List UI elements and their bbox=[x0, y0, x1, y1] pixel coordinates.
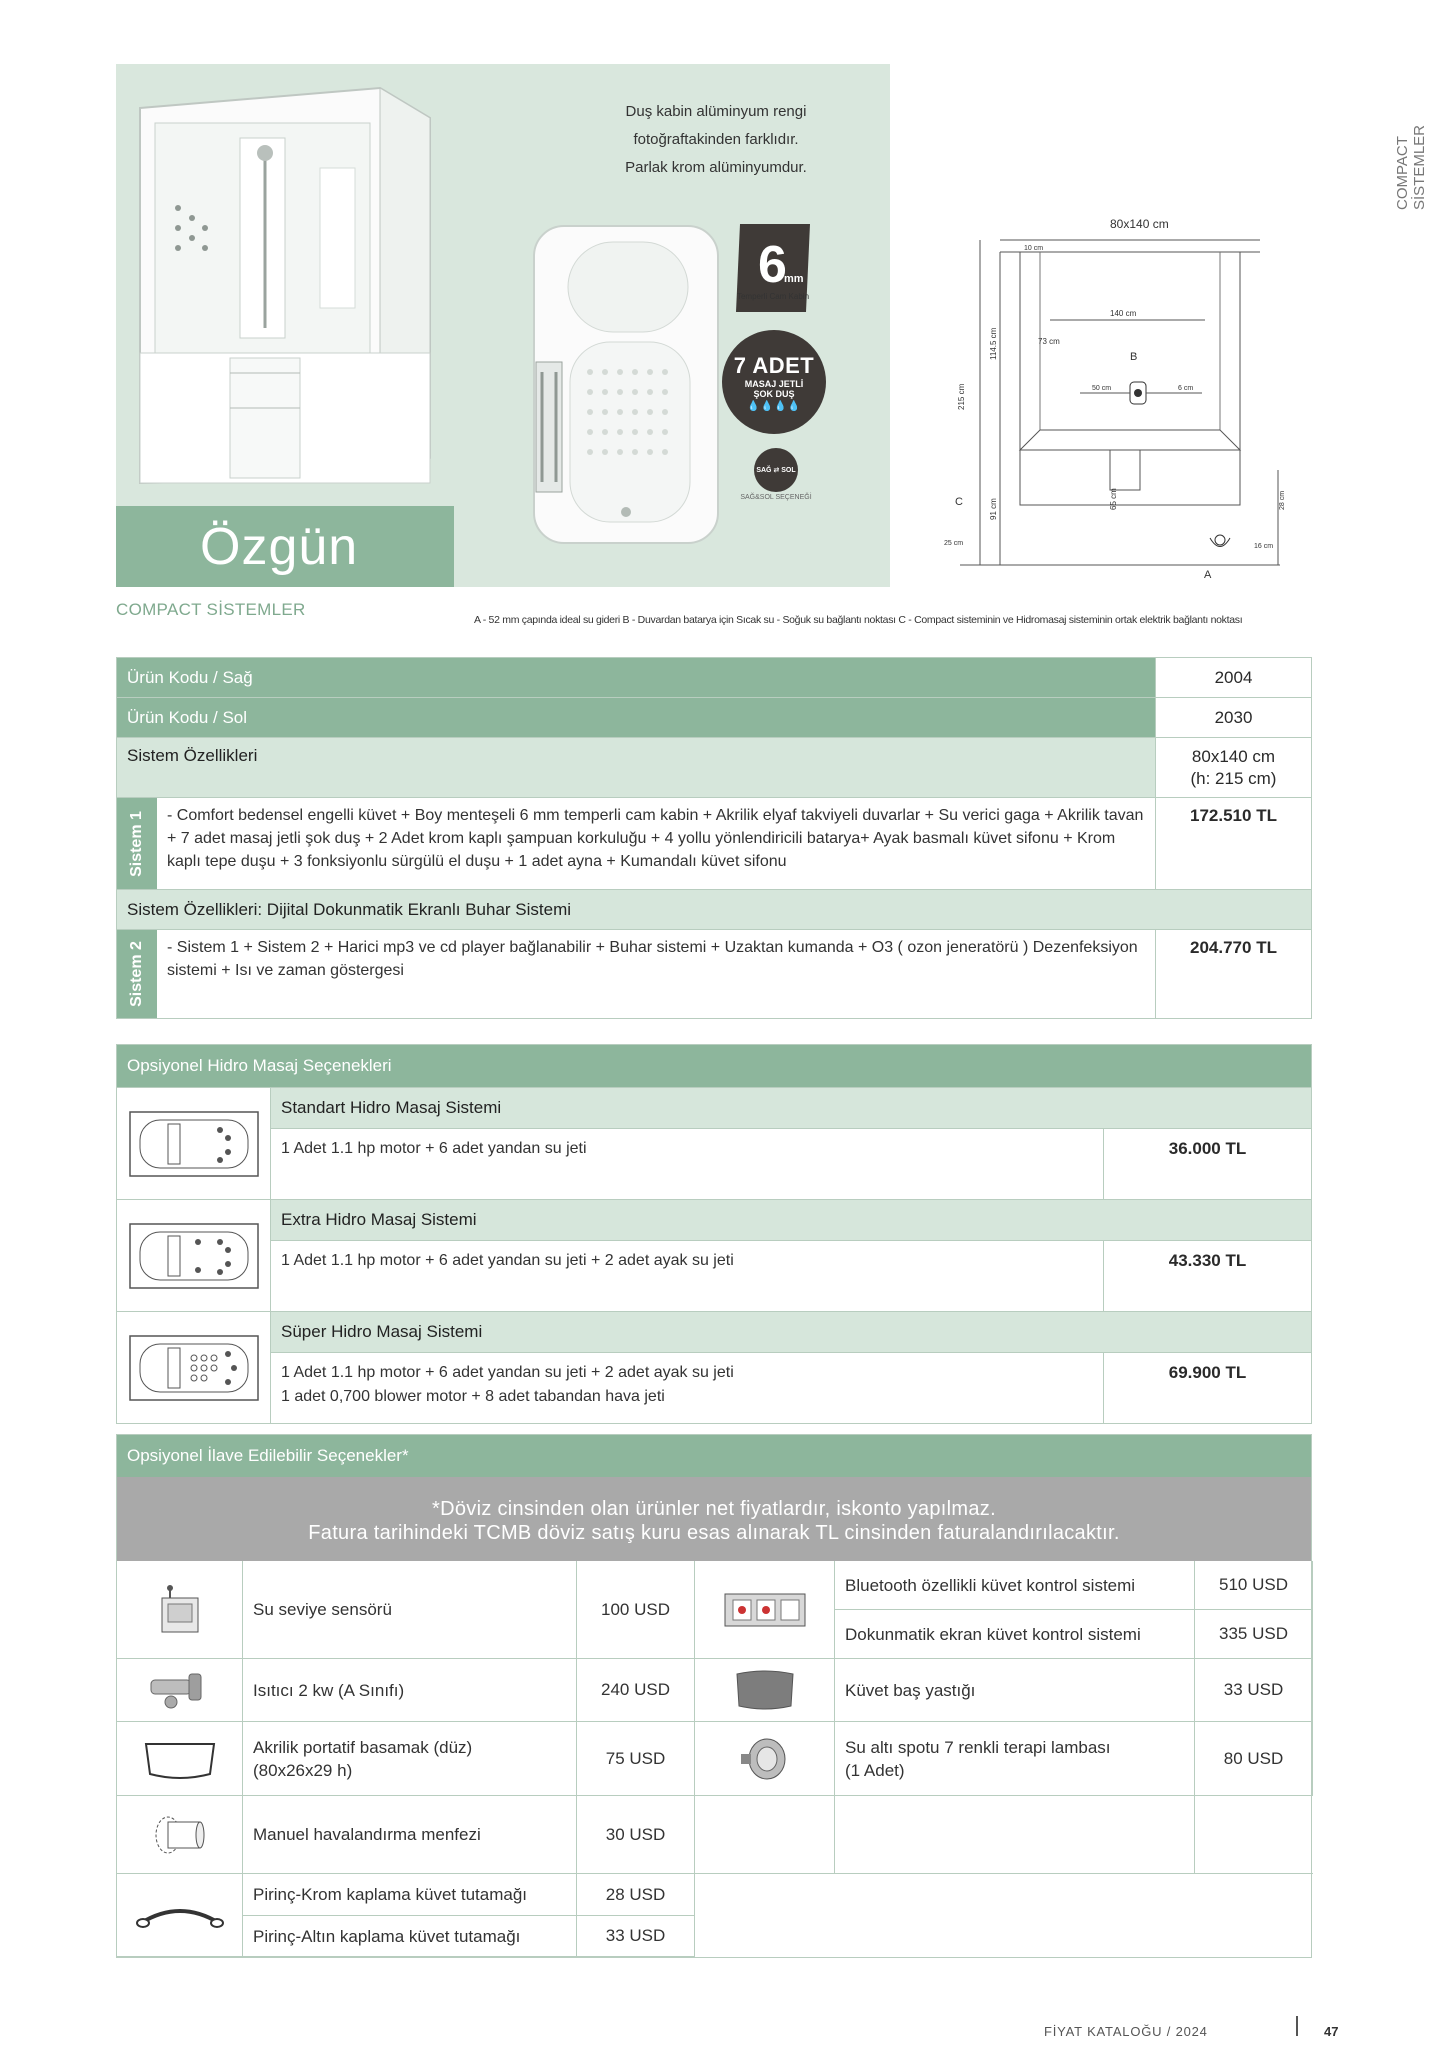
features-label: Sistem Özellikleri bbox=[117, 738, 1155, 797]
jets-line2: ŞOK DUŞ bbox=[753, 388, 795, 399]
features-size: 80x140 cm bbox=[1191, 746, 1276, 766]
hydro-desc-line: 1 Adet 1.1 hp motor + 6 adet yandan su jeti + 2 adet ayak su jeti bbox=[281, 1252, 734, 1269]
system2-tab-label: Sistem 2 bbox=[128, 941, 145, 1007]
diagram-size: 80x140 cm bbox=[1110, 217, 1169, 231]
hydro-price: 69.900 TL bbox=[1103, 1353, 1311, 1423]
addon-price: 80 USD bbox=[1195, 1722, 1313, 1796]
addon-price: 30 USD bbox=[577, 1796, 695, 1874]
underwater-light-icon bbox=[695, 1722, 835, 1796]
addon-price: 33 USD bbox=[1195, 1659, 1313, 1722]
hydro-desc-line: 1 Adet 1.1 hp motor + 6 adet yandan su jeti + 2 adet ayak su jeti bbox=[281, 1364, 734, 1381]
code-right-label: Ürün Kodu / Sağ bbox=[117, 658, 1155, 697]
side-label-line: COMPACT bbox=[1394, 136, 1411, 210]
addon-name: Dokunmatik ekran küvet kontrol sistemi bbox=[835, 1610, 1195, 1659]
addon-options-table bbox=[116, 1434, 1312, 1958]
dim-offset-50: 50 cm bbox=[1092, 385, 1112, 392]
dim-height-cabin: 114.5 cm bbox=[989, 327, 998, 360]
spec-row-system1 bbox=[117, 798, 1311, 890]
dim-height-tub: 91 cm bbox=[989, 498, 998, 520]
hydro-option-super bbox=[117, 1311, 1311, 1423]
hydro-header: Opsiyonel Hidro Masaj Seçenekleri bbox=[117, 1045, 1311, 1087]
hydro-desc bbox=[271, 1129, 1103, 1199]
spec-row-code-right bbox=[117, 658, 1311, 698]
addon-name bbox=[243, 1722, 577, 1796]
color-note-line: Duş kabin alüminyum rengi bbox=[625, 103, 807, 120]
system1-tab-label: Sistem 1 bbox=[128, 810, 145, 877]
glass-badge-unit: mm bbox=[784, 273, 804, 285]
addon-price: 33 USD bbox=[577, 1916, 695, 1957]
color-note-line: Parlak krom alüminyumdur. bbox=[625, 159, 807, 176]
addon-header: Opsiyonel İlave Edilebilir Seçenekler* bbox=[117, 1435, 1311, 1477]
jets-line1: MASAJ JETLİ bbox=[744, 378, 804, 389]
hydro-title: Extra Hidro Masaj Sistemi bbox=[271, 1200, 1311, 1240]
massage-jets-badge bbox=[722, 330, 826, 434]
hero-panel bbox=[116, 64, 890, 587]
addon-price: 28 USD bbox=[577, 1874, 695, 1916]
currency-note-line: *Döviz cinsinden olan ürünler net fiyatlardır, iskonto yapılmaz. bbox=[432, 1498, 996, 1520]
hydro-title: Süper Hidro Masaj Sistemi bbox=[271, 1312, 1311, 1352]
tub-jets-icon bbox=[117, 1312, 271, 1423]
features-height: (h: 215 cm) bbox=[1190, 768, 1277, 788]
spec-row-code-left bbox=[117, 698, 1311, 738]
spec-row-digital bbox=[117, 890, 1311, 930]
direction-badge: SAĞ ⇄ SOL bbox=[754, 448, 798, 492]
addon-name: Su seviye sensörü bbox=[243, 1561, 577, 1659]
digital-label: Sistem Özellikleri: Dijital Dokunmatik Ekranlı Buhar Sistemi bbox=[117, 890, 1311, 929]
addon-name: Pirinç-Krom kaplama küvet tutamağı bbox=[243, 1874, 577, 1916]
section-label: COMPACT SİSTEMLER bbox=[116, 600, 306, 619]
jets-count: 7 ADET bbox=[733, 352, 815, 378]
addon-name: Isıtıcı 2 kw (A Sınıfı) bbox=[243, 1659, 577, 1722]
addon-name bbox=[835, 1722, 1195, 1796]
color-note-line: fotoğraftakinden farklıdır. bbox=[633, 131, 799, 148]
glass-badge-number: 6 bbox=[758, 236, 787, 294]
addon-grid bbox=[117, 1561, 1311, 1957]
addon-price: 75 USD bbox=[577, 1722, 695, 1796]
heater-icon bbox=[117, 1659, 243, 1722]
point-c: C bbox=[955, 496, 963, 508]
hydro-option-extra bbox=[117, 1199, 1311, 1311]
system2-desc: - Sistem 1 + Sistem 2 + Harici mp3 ve cd player bağlanabilir + Buhar sistemi + Uzaktan kumanda + O3 ( ozon jeneratörü ) Dezenfeksiyon sistemi + Isı ve zaman göstergesi bbox=[167, 939, 1138, 979]
addon-name-line: Su altı spotu 7 renkli terapi lambası bbox=[845, 1737, 1111, 1757]
spec-row-system2 bbox=[117, 930, 1311, 1018]
code-right-value: 2004 bbox=[1155, 658, 1311, 697]
addon-price: 335 USD bbox=[1195, 1610, 1313, 1659]
dim-top-gap: 10 cm bbox=[1024, 245, 1044, 252]
technical-drawing bbox=[940, 210, 1320, 590]
head-pillow-icon bbox=[695, 1659, 835, 1722]
handle-icon bbox=[117, 1874, 243, 1957]
glass-badge-caption: Temperli Cam Kabin bbox=[736, 292, 810, 301]
bathtub-top-image bbox=[530, 222, 722, 547]
system2-tab bbox=[117, 930, 157, 1018]
system1-desc: - Comfort bedensel engelli küvet + Boy menteşeli 6 mm temperli cam kabin + Akrilik elyaf takviyeli duvarlar + Su verici gaga + Akrilik tavan + 7 adet masaj jetli şok duş + 2 Adet krom kaplı şampuan korkuluğu + 4 yollu yönlendiricili batarya+ Ayak basmalı küvet sifonu + Krom kaplı tepe duşu + 3 fonksiyonlu sürgülü el duşu + 1 adet ayna + Kumandalı küvet sifonu bbox=[167, 807, 1144, 870]
hydro-desc-line: 1 adet 0,700 blower motor + 8 adet tabandan hava jeti bbox=[281, 1388, 665, 1405]
currency-note bbox=[117, 1477, 1311, 1561]
product-title-box bbox=[116, 506, 454, 587]
page-number: 47 bbox=[1324, 2024, 1339, 2039]
drops-icon: 💧💧💧💧 bbox=[747, 400, 801, 412]
dim-bottom-16: 16 cm bbox=[1254, 543, 1274, 550]
system1-price: 172.510 TL bbox=[1155, 798, 1311, 889]
spec-row-features bbox=[117, 738, 1311, 798]
hydro-desc-line: 1 Adet 1.1 hp motor + 6 adet yandan su jeti bbox=[281, 1140, 587, 1157]
hydro-desc bbox=[271, 1241, 1103, 1311]
addon-name: Pirinç-Altın kaplama küvet tutamağı bbox=[243, 1916, 577, 1957]
product-title: Özgün bbox=[200, 517, 359, 576]
currency-note-line: Fatura tarihindeki TCMB döviz satış kuru esas alınarak TL cinsinden faturalandırılacaktır. bbox=[308, 1522, 1120, 1544]
shower-cabin-image bbox=[130, 78, 485, 508]
dim-offset-6: 6 cm bbox=[1178, 385, 1194, 392]
side-label-line: SİSTEMLER bbox=[1411, 124, 1428, 210]
color-note bbox=[556, 98, 876, 182]
hydro-options-table bbox=[116, 1044, 1312, 1424]
addon-name: Manuel havalandırma menfezi bbox=[243, 1796, 577, 1874]
empty-cell bbox=[695, 1796, 835, 1874]
hydro-price: 43.330 TL bbox=[1103, 1241, 1311, 1311]
dim-height-side2: 28 cm bbox=[1279, 490, 1286, 510]
footer-catalog: FİYAT KATALOĞU / 2024 bbox=[1044, 2024, 1208, 2039]
water-level-sensor-icon bbox=[117, 1561, 243, 1659]
hydro-title: Standart Hidro Masaj Sistemi bbox=[271, 1088, 1311, 1128]
system1-tab bbox=[117, 798, 157, 889]
empty-cell bbox=[1195, 1796, 1313, 1874]
empty-cell bbox=[695, 1874, 1313, 1957]
spec-table bbox=[116, 657, 1312, 1019]
empty-cell bbox=[835, 1796, 1195, 1874]
code-left-label: Ürün Kodu / Sol bbox=[117, 698, 1155, 737]
hydro-option-standard bbox=[117, 1087, 1311, 1199]
dim-height-total: 215 cm bbox=[957, 383, 966, 410]
addon-price: 510 USD bbox=[1195, 1561, 1313, 1610]
code-left-value: 2030 bbox=[1155, 698, 1311, 737]
addon-name-line: Akrilik portatif basamak (düz) bbox=[253, 1737, 473, 1757]
dim-offset-73: 73 cm bbox=[1038, 337, 1060, 346]
hydro-price: 36.000 TL bbox=[1103, 1129, 1311, 1199]
dim-inner-width: 140 cm bbox=[1110, 309, 1137, 318]
tub-jets-icon bbox=[117, 1200, 271, 1311]
addon-name-line: (80x26x29 h) bbox=[253, 1760, 353, 1780]
control-panel-icon bbox=[695, 1561, 835, 1659]
system2-price: 204.770 TL bbox=[1155, 930, 1311, 1018]
point-b: B bbox=[1130, 351, 1138, 363]
addon-name-line: (1 Adet) bbox=[845, 1760, 905, 1780]
dim-height-side: 65 cm bbox=[1109, 488, 1118, 510]
step-stool-icon bbox=[117, 1722, 243, 1796]
addon-name: Bluetooth özellikli küvet kontrol sistemi bbox=[835, 1561, 1195, 1610]
addon-name: Küvet baş yastığı bbox=[835, 1659, 1195, 1722]
footer-divider bbox=[1296, 2016, 1298, 2036]
dim-bottom-25: 25 cm bbox=[944, 540, 964, 547]
tub-jets-icon bbox=[117, 1088, 271, 1199]
connection-legend: A - 52 mm çapında ideal su gideri B - Duvardan batarya için Sıcak su - Soğuk su bağlantı noktası C - Compact sisteminin ve Hidromasaj sisteminin ortak elektrik bağlantı noktası bbox=[474, 614, 1243, 626]
features-value bbox=[1155, 738, 1311, 797]
addon-price: 240 USD bbox=[577, 1659, 695, 1722]
hydro-desc bbox=[271, 1353, 1103, 1423]
addon-price: 100 USD bbox=[577, 1561, 695, 1659]
air-vent-icon bbox=[117, 1796, 243, 1874]
point-a: A bbox=[1204, 569, 1212, 581]
side-section-label bbox=[1394, 100, 1428, 210]
direction-badge-caption: SAĞ&SOL SEÇENEĞİ bbox=[740, 494, 812, 501]
